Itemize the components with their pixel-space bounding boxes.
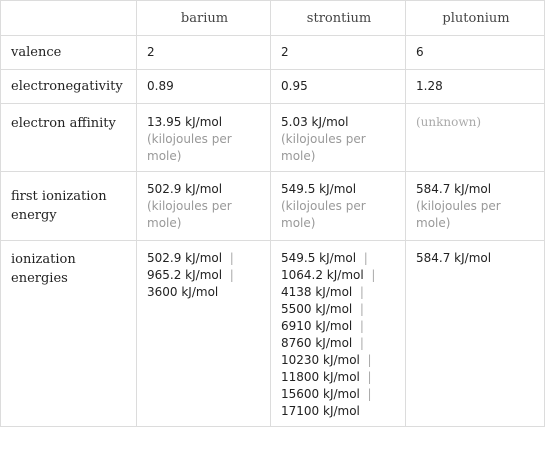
separator: | <box>359 336 364 350</box>
cell-strontium <box>271 172 406 241</box>
unit-note: (kilojoules per mole) <box>281 132 366 163</box>
cell-plutonium <box>406 172 545 241</box>
value-text: 549.5 kJ/mol <box>281 181 357 196</box>
cell-barium: 2 <box>137 36 271 70</box>
separator: | <box>371 268 376 282</box>
unit-note: (kilojoules per mole) <box>147 198 232 230</box>
header-plutonium: plutonium <box>406 1 545 36</box>
cell-strontium <box>271 104 406 172</box>
value-text: 5.03 kJ/mol <box>281 115 349 129</box>
row-electron-affinity <box>1 104 545 172</box>
row-ionization-energies <box>1 241 545 427</box>
cell-barium <box>137 172 271 241</box>
ionization-value: 6910 kJ/mol <box>281 319 353 333</box>
ionization-value: 11800 kJ/mol <box>281 370 360 384</box>
ionization-value: 4138 kJ/mol <box>281 285 353 299</box>
separator: | <box>359 302 364 316</box>
cell-strontium: 0.95 <box>271 70 406 104</box>
cell-plutonium <box>406 104 545 172</box>
unit-note: (kilojoules per mole) <box>147 132 232 163</box>
ionization-value: 3600 kJ/mol <box>147 285 219 299</box>
ionization-value: 10230 kJ/mol <box>281 353 360 367</box>
value-text: 584.7 kJ/mol <box>416 181 492 196</box>
value-text: 13.95 kJ/mol <box>147 115 223 129</box>
row-label: first ionization energy <box>1 172 137 241</box>
row-valence <box>1 36 545 70</box>
separator: | <box>367 370 372 384</box>
ionization-value: 1064.2 kJ/mol <box>281 268 364 282</box>
row-label: ionization energies <box>1 241 137 427</box>
separator: | <box>367 353 372 367</box>
header-corner <box>1 1 137 36</box>
ionization-value: 8760 kJ/mol <box>281 336 353 350</box>
ionization-value: 549.5 kJ/mol <box>281 251 357 265</box>
cell-plutonium <box>406 241 545 427</box>
cell-barium <box>137 104 271 172</box>
ionization-value: 502.9 kJ/mol <box>147 251 223 265</box>
separator: | <box>367 387 372 401</box>
cell-strontium <box>271 241 406 427</box>
row-label: electronegativity <box>1 70 137 104</box>
separator: | <box>229 251 234 265</box>
row-first-ionization-energy <box>1 172 545 241</box>
ionization-value: 584.7 kJ/mol <box>416 251 492 265</box>
row-electronegativity <box>1 70 545 104</box>
cell-strontium: 2 <box>271 36 406 70</box>
cell-plutonium: 6 <box>406 36 545 70</box>
separator: | <box>359 285 364 299</box>
header-row <box>1 1 545 36</box>
row-label: electron affinity <box>1 104 137 172</box>
ionization-value: 965.2 kJ/mol <box>147 268 223 282</box>
separator: | <box>363 251 368 265</box>
header-barium: barium <box>137 1 271 36</box>
unknown-value: (unknown) <box>416 115 482 129</box>
ionization-value: 15600 kJ/mol <box>281 387 360 401</box>
cell-barium: 0.89 <box>137 70 271 104</box>
cell-barium <box>137 241 271 427</box>
unit-note: (kilojoules per mole) <box>281 198 366 230</box>
ionization-value: 5500 kJ/mol <box>281 302 353 316</box>
header-strontium: strontium <box>271 1 406 36</box>
unit-note: (kilojoules per mole) <box>416 198 501 230</box>
ionization-value: 17100 kJ/mol <box>281 404 360 418</box>
separator: | <box>359 319 364 333</box>
row-label: valence <box>1 36 137 70</box>
cell-plutonium: 1.28 <box>406 70 545 104</box>
separator: | <box>229 268 234 282</box>
value-text: 502.9 kJ/mol <box>147 181 223 196</box>
